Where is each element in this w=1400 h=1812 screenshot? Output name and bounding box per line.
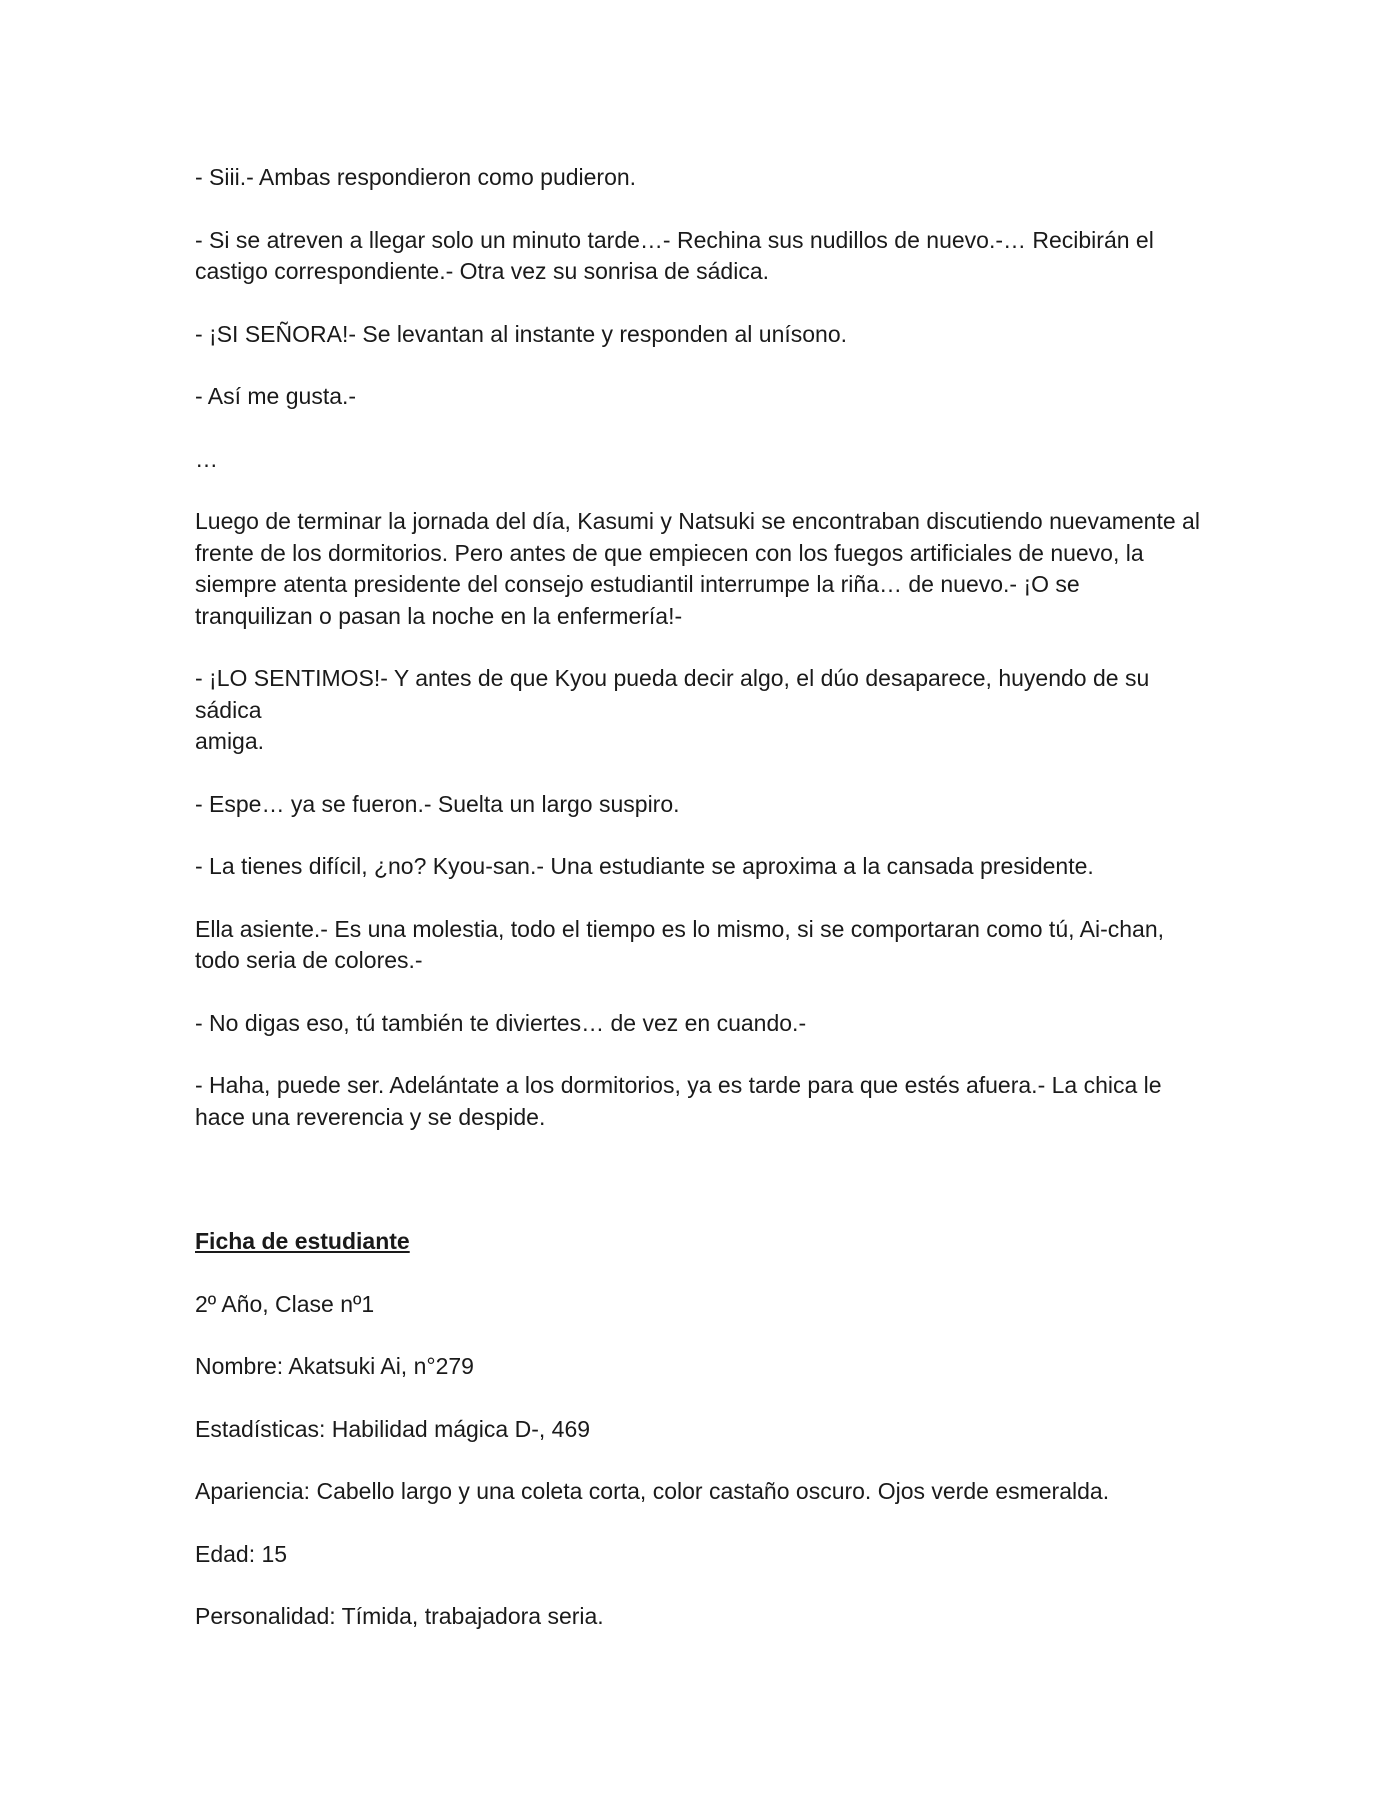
dialogue-paragraph (195, 789, 1205, 821)
section-spacer (195, 1164, 1205, 1226)
scene-break (195, 444, 1205, 476)
dialogue-paragraph (195, 1070, 1205, 1133)
dialogue-paragraph (195, 381, 1205, 413)
dialogue-paragraph (195, 1008, 1205, 1040)
text-line: Luego de terminar la jornada del día, Kasumi y Natsuki se encontraban discutiendo nuevamente al (195, 508, 1200, 534)
student-name-field: Nombre: Akatsuki Ai, n°279 (195, 1353, 474, 1379)
dialogue-paragraph (195, 319, 1205, 351)
text-line: tranquilizan o pasan la noche en la enfermería!- (195, 602, 683, 629)
text-line: todo seria de colores.- (195, 947, 423, 973)
narrative-paragraph (195, 914, 1205, 977)
text-line: castigo correspondiente.- Otra vez su sonrisa de sádica. (195, 258, 770, 284)
text-line: hace una reverencia y se despide. (195, 1103, 546, 1130)
text-line: - Si se atreven a llegar solo un minuto tarde…- Rechina sus nudillos de nuevo.-… Recibirán el (195, 226, 1154, 253)
dialogue-paragraph (195, 225, 1205, 288)
student-sheet-heading: Ficha de estudiante (195, 1228, 410, 1254)
text-line: siempre atenta presidente del consejo estudiantil interrumpe la riña… de nuevo.- ¡O se (195, 571, 1080, 597)
dialogue-paragraph (195, 162, 1205, 194)
text-line: - Siii.- Ambas respondieron como pudieron. (195, 164, 637, 190)
text-line: amiga. (195, 728, 265, 754)
dialogue-paragraph (195, 663, 1205, 758)
student-age-field: Edad: 15 (195, 1540, 288, 1567)
student-personality-field: Personalidad: Tímida, trabajadora seria. (195, 1603, 604, 1629)
text-line: - La tienes difícil, ¿no? Kyou-san.- Una estudiante se aproxima a la cansada presidente. (195, 853, 1094, 879)
student-class-field: 2º Año, Clase nº1 (195, 1290, 375, 1317)
text-line: - No digas eso, tú también te diviertes… de vez en cuando.- (195, 1009, 807, 1036)
dialogue-paragraph (195, 851, 1205, 883)
text-line: - Haha, puede ser. Adelántate a los dormitorios, ya es tarde para que estés afuera.- La chica le (195, 1072, 1162, 1098)
text-line: - ¡LO SENTIMOS!- Y antes de que Kyou pueda decir algo, el dúo desaparece, huyendo de su sádica (195, 665, 1150, 723)
student-stats-field: Estadísticas: Habilidad mágica D-, 469 (195, 1415, 591, 1442)
text-line: - Espe… ya se fueron.- Suelta un largo suspiro. (195, 790, 680, 817)
text-line: frente de los dormitorios. Pero antes de que empiecen con los fuegos artificiales de nuevo, la (195, 539, 1144, 566)
text-line: … (195, 445, 218, 472)
text-line: Ella asiente.- Es una molestia, todo el tiempo es lo mismo, si se comportaran como tú, Ai-chan, (195, 915, 1164, 942)
narrative-paragraph (195, 506, 1205, 632)
text-line: - ¡SI SEÑORA!- Se levantan al instante y responden al unísono. (195, 320, 848, 347)
document-body (195, 162, 1205, 1664)
text-line: - Así me gusta.- (195, 383, 357, 409)
student-appearance-field: Apariencia: Cabello largo y una coleta corta, color castaño oscuro. Ojos verde esmeralda. (195, 1478, 1110, 1504)
